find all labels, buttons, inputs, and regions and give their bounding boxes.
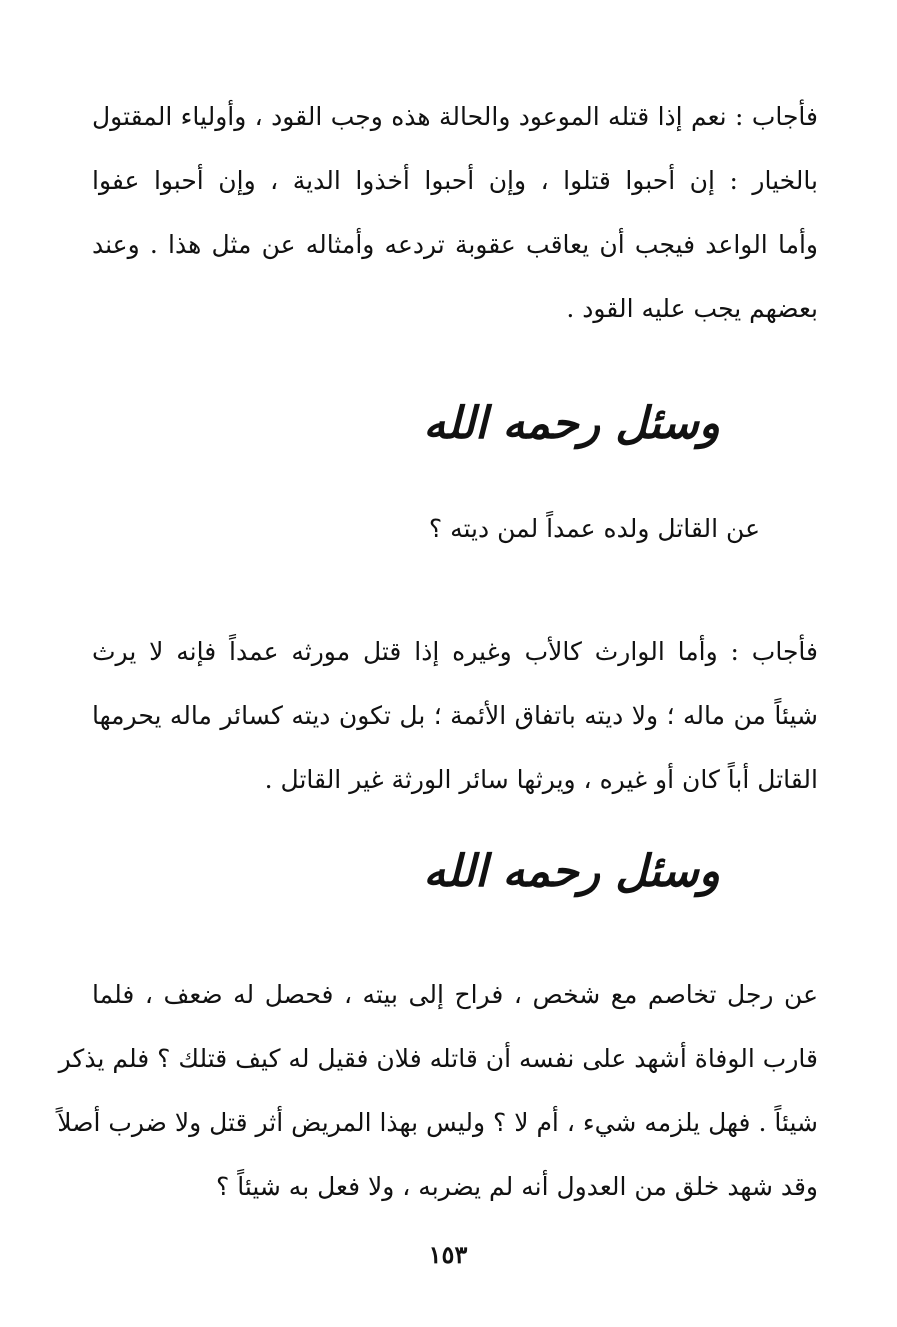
- question-1: عن القاتل ولده عمداً لمن ديته ؟: [428, 514, 760, 543]
- text-line: قارب الوفاة أشهد على نفسه أن قاتله فلان فقيل له كيف قتلك ؟ فلم يذكر: [58, 1044, 818, 1073]
- text-line: عن رجل تخاصم مع شخص ، فراح إلى بيته ، فحصل له ضعف ، فلما: [92, 980, 818, 1009]
- text-line: وأما الواعد فيجب أن يعاقب عقوبة تردعه وأمثاله عن مثل هذا . وعند: [92, 230, 818, 259]
- text-line: شيئاً . فهل يلزمه شيء ، أم لا ؟ وليس بهذا المريض أثر قتل ولا ضرب أصلاً: [57, 1108, 818, 1137]
- text-line: بالخيار : إن أحبوا قتلوا ، وإن أحبوا أخذوا الدية ، وإن أحبوا عفوا: [92, 166, 818, 195]
- section-heading-2: وسئل رحمه الله: [423, 846, 720, 897]
- page-number: ١٥٣: [428, 1240, 468, 1269]
- text-line: فأجاب : وأما الوارث كالأب وغيره إذا قتل مورثه عمداً فإنه لا يرث: [92, 637, 818, 666]
- answer-paragraph-1: [92, 85, 818, 341]
- text-line: فأجاب : نعم إذا قتله الموعود والحالة هذه وجب القود ، وأولياء المقتول: [92, 102, 818, 131]
- question-paragraph-2: [57, 963, 818, 1219]
- text-line: شيئاً من ماله ؛ ولا ديته باتفاق الأئمة ؛ بل تكون ديته كسائر ماله يحرمها: [92, 701, 818, 730]
- text-line: وقد شهد خلق من العدول أنه لم يضربه ، ولا فعل به شيئاً ؟: [215, 1172, 818, 1201]
- section-heading-1: وسئل رحمه الله: [423, 398, 720, 449]
- answer-paragraph-2: [92, 620, 818, 812]
- text-line: القاتل أباً كان أو غيره ، ويرثها سائر الورثة غير القاتل .: [264, 765, 818, 794]
- text-line: بعضهم يجب عليه القود .: [566, 294, 818, 323]
